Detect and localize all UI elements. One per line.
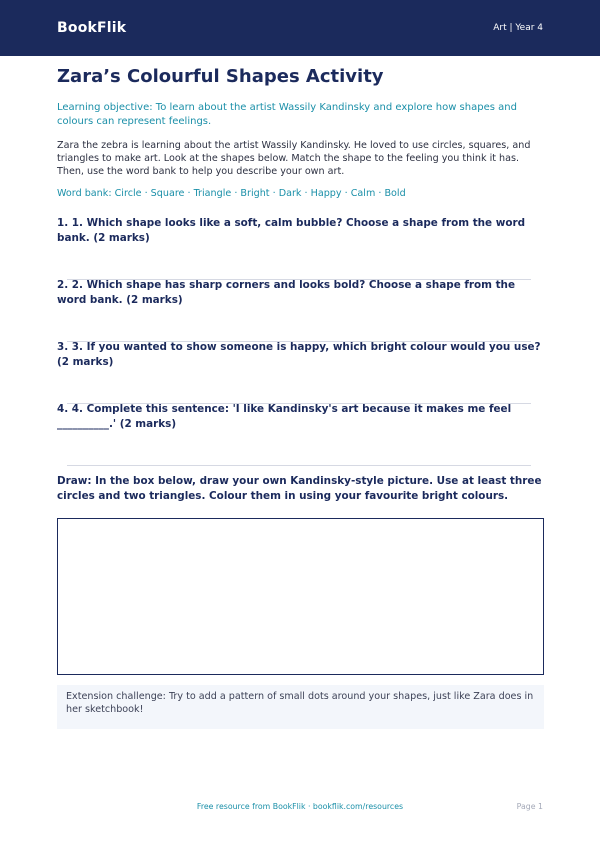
- worksheet-content: [57, 66, 544, 200]
- footer-text[interactable]: Free resource from BookFlik · bookflik.com/resources: [196, 802, 404, 811]
- header-bar: [0, 0, 600, 56]
- word-bank: Word bank: Circle · Square · Triangle · Bright · Dark · Happy · Calm · Bold: [57, 188, 406, 199]
- question-2: 2. 2. Which shape has sharp corners and looks bold? Choose a shape from the word bank. (2 marks): [57, 279, 516, 306]
- breadcrumb: Art | Year 4: [493, 23, 543, 33]
- drawing-box[interactable]: [57, 518, 544, 675]
- page-number: Page 1: [516, 802, 543, 811]
- extension-text: Extension challenge: Try to add a pattern of small dots around your shapes, just like Zara does in her sketchbook!: [66, 691, 534, 715]
- draw-prompt: Draw: In the box below, draw your own Kandinsky-style picture. Use at least three circles and two triangles. Colour them in using your favourite bright colours.: [57, 475, 542, 502]
- extension-challenge: [57, 685, 544, 729]
- brand-logo[interactable]: BookFlik: [57, 20, 127, 36]
- intro-paragraph: Zara the zebra is learning about the artist Wassily Kandinsky. He loved to use circles, squares, and triangles to make art. Look at the shapes below. Match the shape to the feeling you think it has. Then, use the word bank to help you describe your own art.: [57, 140, 531, 177]
- answer-line-4[interactable]: [67, 465, 531, 466]
- learning-objective: Learning objective: To learn about the artist Wassily Kandinsky and explore how shapes and colours can represent feelings.: [57, 102, 517, 127]
- question-1: 1. 1. Which shape looks like a soft, calm bubble? Choose a shape from the word bank. (2 marks): [57, 217, 526, 244]
- question-3: 3. 3. If you wanted to show someone is happy, which bright colour would you use? (2 marks): [57, 341, 541, 368]
- question-4: 4. 4. Complete this sentence: 'I like Kandinsky's art because it makes me feel __________.' (2 marks): [57, 403, 512, 430]
- page-title: Zara’s Colourful Shapes Activity: [57, 66, 384, 87]
